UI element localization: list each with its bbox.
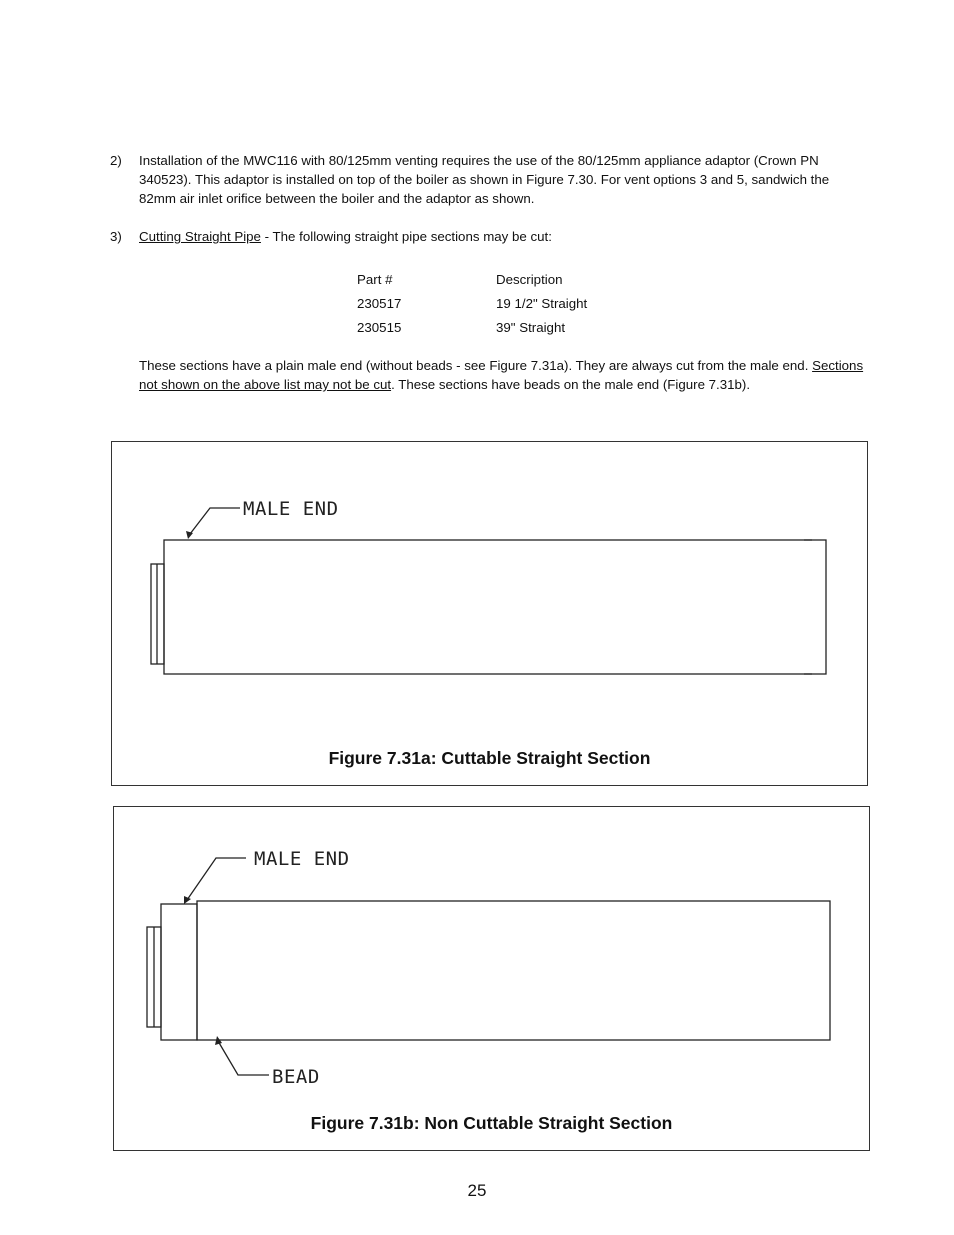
column-header-description: Description xyxy=(496,272,563,287)
part-description: 19 1/2" Straight xyxy=(496,296,588,311)
note-warning: Sections not shown on the above list may not be cut xyxy=(139,358,864,392)
item-number: 3) xyxy=(110,229,122,244)
figure-caption: Figure 7.31a: Cuttable Straight Section xyxy=(328,748,651,768)
section-heading: Cutting Straight Pipe xyxy=(139,229,261,244)
item-number: 2) xyxy=(110,153,122,168)
note-text: These sections have a plain male end (without beads - see Figure 7.31a). They are always cut from the male end. xyxy=(139,358,813,373)
figure-caption: Figure 7.31b: Non Cuttable Straight Section xyxy=(310,1113,673,1133)
part-description: 39" Straight xyxy=(496,320,566,335)
pipe-drawing-cuttable xyxy=(112,442,869,787)
item-text: Installation of the MWC116 with 80/125mm venting requires the use of the 80/125mm appliance adaptor (Crown PN 340523). This adaptor is installed on top of the boiler as shown in Figure 7.30. For vent options 3 and 5, sandwich the 82mm air inlet orifice between the boiler and the adaptor as shown. xyxy=(139,153,830,206)
figure-cuttable-section xyxy=(111,441,868,786)
section-intro: - The following straight pipe sections may be cut: xyxy=(260,229,552,244)
male-end-label: MALE END xyxy=(243,498,339,520)
male-end-label: MALE END xyxy=(254,848,350,870)
item-text xyxy=(139,227,869,246)
parts-table xyxy=(357,268,587,340)
part-number: 230517 xyxy=(357,296,402,311)
column-header-part: Part # xyxy=(357,272,393,287)
figure-non-cuttable-section xyxy=(113,806,870,1151)
bead-label: BEAD xyxy=(272,1066,320,1088)
table-header-row xyxy=(357,268,587,292)
part-number: 230515 xyxy=(357,320,402,335)
page-number: 25 xyxy=(467,1181,487,1200)
table-row xyxy=(357,292,587,316)
table-row xyxy=(357,316,587,340)
note-text-end: . These sections have beads on the male end (Figure 7.31b). xyxy=(391,377,751,392)
pipe-drawing-non-cuttable xyxy=(114,807,871,1152)
